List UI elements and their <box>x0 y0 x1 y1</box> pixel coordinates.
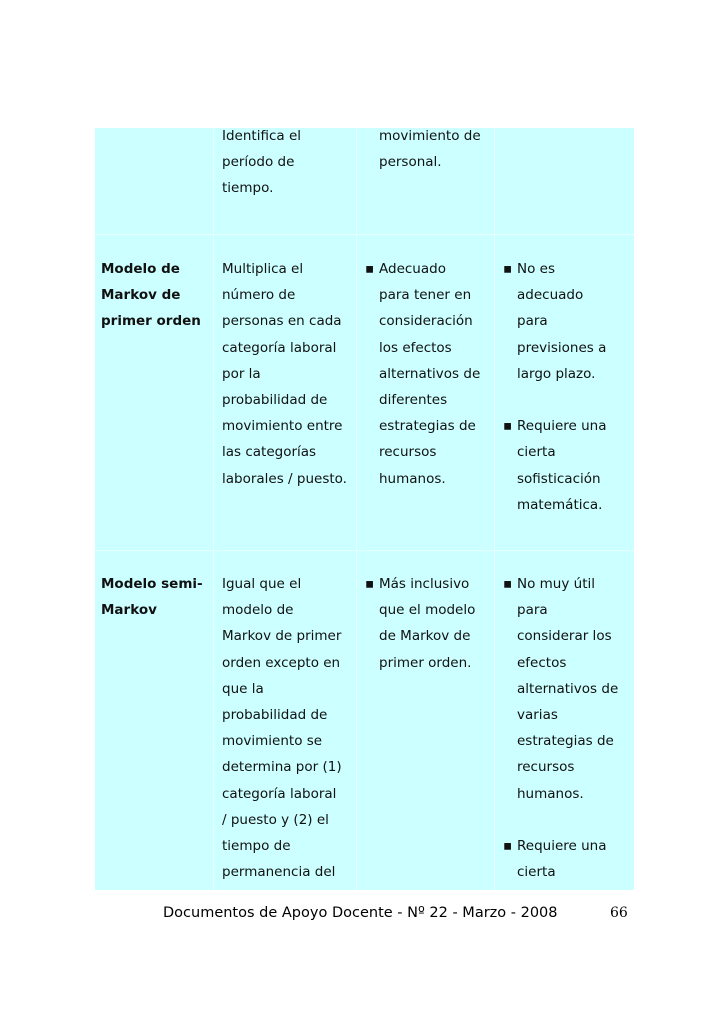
disadvantage-item: ▪ Requiere una cierta <box>503 833 618 885</box>
square-bullet-icon: ▪ <box>365 261 375 277</box>
square-bullet-icon: ▪ <box>503 261 513 277</box>
row-1-model-name: Modelo de Markov de primer orden <box>101 261 201 330</box>
model-comparison-table <box>95 128 634 890</box>
disadvantage-item: ▪ Requiere una cierta sofisticación matemática. <box>503 413 607 518</box>
page-number: 66 <box>610 905 628 921</box>
row-0-description: Identifica el período de tiempo. <box>222 128 302 197</box>
row-2-disadvantages <box>503 571 618 885</box>
row-divider <box>95 234 634 235</box>
row-divider <box>95 550 634 551</box>
row-1-disadvantages <box>503 256 607 518</box>
advantage-item: ▪ Más inclusivo que el modelo de Markov de primer orden. <box>365 571 475 676</box>
square-bullet-icon: ▪ <box>365 576 375 592</box>
row-2-description: Igual que el modelo de Markov de primer orden excepto en que la probabilidad de movimiento se determina por (1) categoría laboral / puesto y (2) el tiempo de permanencia del <box>222 576 342 881</box>
column-divider <box>213 128 214 890</box>
square-bullet-icon: ▪ <box>503 838 513 855</box>
row-1-description: Multiplica el número de personas en cada categoría laboral por la probabilidad de movimiento entre las categorías laborales / puesto. <box>222 261 347 487</box>
row-1-advantages <box>365 256 480 492</box>
advantage-item: ▪ Adecuado para tener en consideración los efectos alternativos de diferentes estrategias de recursos humanos. <box>365 256 480 492</box>
column-divider <box>494 128 495 890</box>
disadvantage-item: ▪ No muy útil para considerar los efectos alternativos de varias estrategias de recursos humanos. <box>503 571 618 807</box>
page-footer: Documentos de Apoyo Docente - Nº 22 - Marzo - 2008 <box>163 905 558 921</box>
row-2-model-name: Modelo semi- Markov <box>101 576 203 619</box>
row-0-advantages: movimiento de personal. <box>379 128 481 171</box>
square-bullet-icon: ▪ <box>503 418 513 435</box>
column-divider <box>356 128 357 890</box>
row-2-advantages <box>365 571 475 676</box>
disadvantage-item: ▪ No es adecuado para previsiones a largo plazo. <box>503 256 607 387</box>
square-bullet-icon: ▪ <box>503 576 513 592</box>
